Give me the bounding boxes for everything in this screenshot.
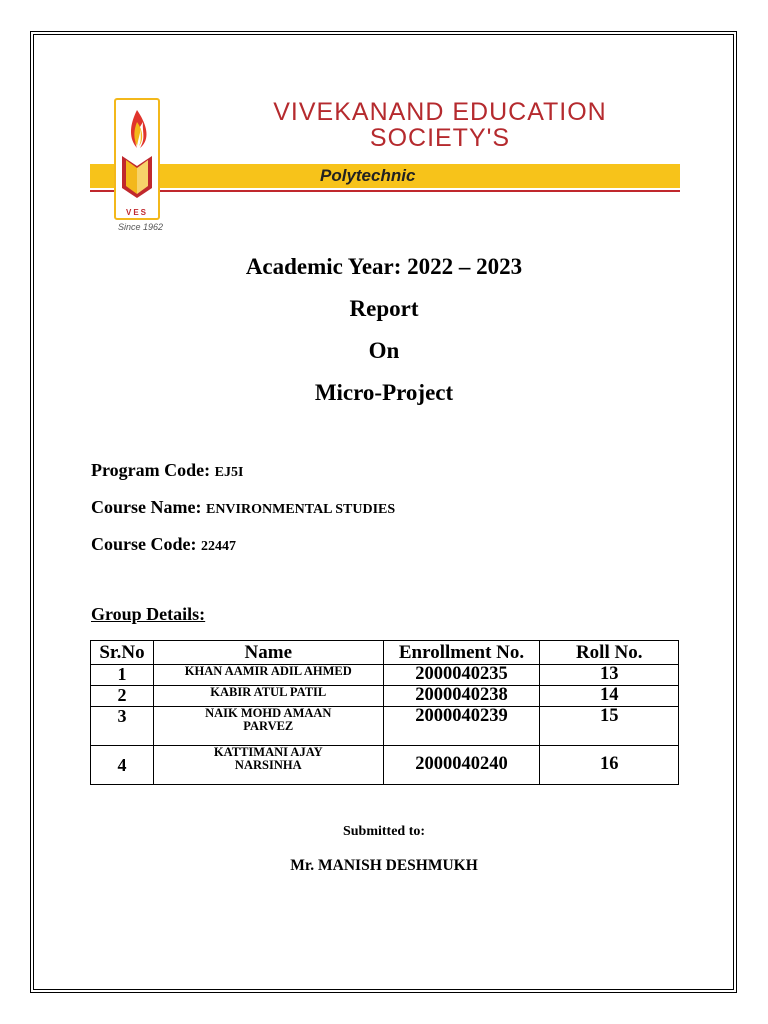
since-year: Since 1962: [118, 222, 164, 232]
table-row: [91, 746, 679, 785]
report-title: Report: [349, 296, 419, 321]
ves-emblem-icon: [114, 98, 160, 220]
cell-name: KHAN AAMIR ADIL AHMED: [153, 665, 383, 686]
column-header-roll: Roll No.: [540, 641, 679, 665]
institution-logo: [90, 98, 680, 238]
cell-srno: 2: [91, 686, 154, 707]
cell-enrollment: 2000040240: [383, 746, 540, 785]
org-name-line2: SOCIETY'S: [369, 124, 511, 152]
program-code-label: Program Code:: [91, 460, 211, 480]
cell-enrollment: 2000040239: [383, 707, 540, 746]
cell-name: KATTIMANI AJAY NARSINHA: [153, 746, 383, 785]
logo-red-rule: [90, 190, 680, 192]
group-details-heading: Group Details:: [91, 604, 206, 624]
on-title: On: [368, 338, 400, 363]
course-name-label: Course Name:: [91, 497, 202, 517]
table-row: [91, 707, 679, 746]
cell-enrollment: 2000040238: [383, 686, 540, 707]
column-header-name: Name: [153, 641, 383, 665]
cell-roll: 16: [540, 746, 679, 785]
cell-roll: 15: [540, 707, 679, 746]
cell-srno: 4: [91, 746, 154, 785]
table-header-row: [91, 641, 679, 665]
cell-enrollment: 2000040235: [383, 665, 540, 686]
academic-year-title: Academic Year: 2022 – 2023: [245, 254, 523, 279]
cell-name: NAIK MOHD AMAAN PARVEZ: [153, 707, 383, 746]
column-header-srno: Sr.No: [91, 641, 154, 665]
table-row: [91, 665, 679, 686]
org-name-line1: VIVEKANAND EDUCATION: [273, 98, 607, 126]
course-code-value: 22447: [201, 539, 236, 554]
cell-roll: 13: [540, 665, 679, 686]
submitted-to-label: Submitted to:: [342, 824, 426, 839]
band-polytechnic: Polytechnic: [320, 166, 416, 185]
table-row: [91, 686, 679, 707]
group-details-table: [90, 640, 679, 785]
column-header-enrollment: Enrollment No.: [383, 641, 540, 665]
emblem-letters: VES: [125, 208, 148, 217]
cell-srno: 1: [91, 665, 154, 686]
micro-project-title: Micro-Project: [314, 380, 454, 405]
flame-book-icon: [116, 100, 158, 218]
program-code-line: [91, 460, 243, 481]
cell-roll: 14: [540, 686, 679, 707]
course-code-label: Course Code:: [91, 534, 197, 554]
course-name-value: ENVIRONMENTAL STUDIES: [205, 502, 396, 517]
program-code-value: EJ5I: [214, 465, 244, 480]
cell-srno: 3: [91, 707, 154, 746]
submitted-to-name: Mr. MANISH DESHMUKH: [290, 857, 478, 874]
course-code-line: [91, 534, 236, 555]
cell-name: KABIR ATUL PATIL: [153, 686, 383, 707]
course-name-line: [91, 497, 395, 518]
